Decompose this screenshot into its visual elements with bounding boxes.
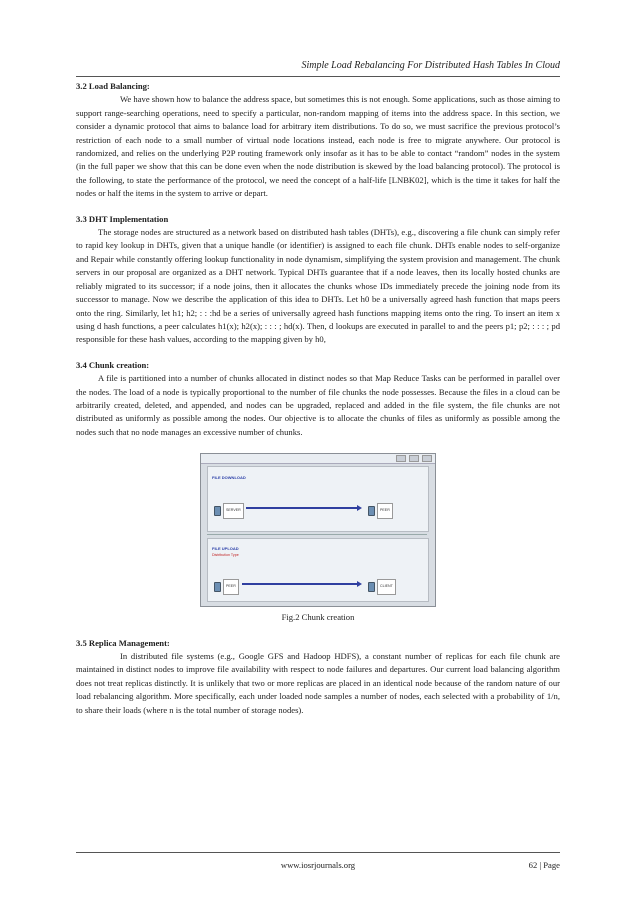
peer-icon (368, 506, 375, 516)
upload-title: FILE UPLOAD (212, 546, 239, 552)
section-dht-implementation (76, 213, 560, 347)
peer-label: PEER (377, 503, 393, 518)
section-chunk-creation (76, 359, 560, 439)
peer-node (214, 579, 239, 594)
section-body: We have shown how to balance the address space, but sometimes this is not enough. Some applications, such as those aiming to support range-searching operations, need to specify a particular, non-random mapping of items into the address space. In this section, we consider a dynamic protocol that aims to balance load for arbitrary item distributions. To do so, we must sacrifice the previous protocol’s restriction of each node to a small number of virtual node locations instead, each node is free to migrate anywhere. Our protocol is randomized, and relies on the underlying P2P routing framework only insofar as it has to be able to contact “random” nodes in the system (in the full paper we show that this can be done even when the node distribution is skewed by the load balancing protocol). The protocol is the following, to state the performance of the protocol, we need the concept of a half-life [LNBK02], which is the time it takes for half the nodes or half the items in the system to arrive or depart. (76, 94, 560, 199)
section-replica-management (76, 637, 560, 717)
section-body: The storage nodes are structured as a network based on distributed hash tables (DHTs), e.g., discovering a file chunk can simply refer to rapid key lookup in DHTs, given that a unique handle (or identifier) is assigned to each file chunk. DHTs enable nodes to self-organize and Repair while constantly offering lookup functionality in node dynamism, simplifying the system provision and management. The chunk servers in our proposal are organized as a DHT network. Typical DHTs guarantee that if a node leaves, then its locally hosted chunks are reliably migrated to its successor; if a node joins, then it allocates the chunks whose IDs immediately precede the joining node from its successor to manage. Now we describe the application of this idea to DHTs. Let h0 be a universally agreed hash function that maps peers onto the ring. Similarly, let h1; h2; : : :hd be a series of universally agreed hash functions mapping items onto the ring. To insert an item x using d hash functions, a peer calculates h1(x); h2(x); : : : ; hd(x). Then, d lookups are executed in parallel to and the peers p1; p2; : : : ; pd responsible for these hash values, according to the mapping given by h0, (76, 227, 560, 345)
upload-panel (207, 538, 429, 602)
section-heading: 3.4 Chunk creation: (76, 359, 150, 370)
peer-node (368, 503, 393, 518)
download-panel (207, 466, 429, 532)
footer-page-number: 62 | Page (528, 860, 560, 870)
header-rule (76, 76, 560, 77)
footer-rule (76, 852, 560, 853)
peer-icon (214, 582, 221, 592)
upload-subtitle: Distribution Type (212, 553, 239, 558)
section-heading: 3.5 Replica Management: (76, 637, 170, 648)
section-body: A file is partitioned into a number of chunks allocated in distinct nodes so that Map Reduce Tasks can be performed in parallel over the nodes. The load of a node is typically proportional to the number of file chunks the node possesses. Because the files in a cloud can be arbitrarily created, deleted, and appended, and nodes can be upgraded, replaced and added in the file system, the file chunks are not distributed as uniformly as possible among the nodes. Our objective is to allocate the chunks of files as uniformly as possible among the nodes such that no node manages an excessive number of chunks. (76, 373, 560, 437)
upload-arrow (242, 583, 358, 585)
maximize-icon (409, 455, 419, 462)
section-heading: 3.3 DHT Implementation (76, 213, 169, 224)
running-header: Simple Load Rebalancing For Distributed Hash Tables In Cloud (301, 60, 560, 71)
panel-divider (207, 534, 427, 535)
section-load-balancing (76, 80, 560, 201)
footer-website: www.iosrjournals.org (280, 860, 356, 870)
server-icon (214, 506, 221, 516)
minimize-icon (396, 455, 406, 462)
client-label: CLIENT (377, 579, 396, 594)
client-node (368, 579, 396, 594)
download-title: FILE DOWNLOAD (212, 475, 246, 481)
figure-caption: Fig.2 Chunk creation (281, 612, 355, 623)
main-content (76, 80, 560, 717)
close-icon (422, 455, 432, 462)
section-heading: 3.2 Load Balancing: (76, 81, 150, 91)
figure-screenshot (200, 453, 436, 607)
window-titlebar (201, 454, 435, 464)
peer-label: PEER (223, 579, 239, 594)
server-node (214, 503, 244, 518)
section-body: In distributed file systems (e.g., Google GFS and Hadoop HDFS), a constant number of replicas for each file chunk are maintained in distinct nodes to improve file availability with respect to node failures and departures. Our current load balancing algorithm does not treat replicas distinctly. It is unlikely that two or more replicas are placed in an identical node because of the random nature of our load rebalancing algorithm. More specifically, each under loaded node samples a number of nodes, each selected with a probability of 1/n, to share their loads (where n is the total number of storage nodes). (76, 650, 560, 715)
server-label: SERVER (223, 503, 244, 518)
client-icon (368, 582, 375, 592)
download-arrow (246, 507, 358, 509)
